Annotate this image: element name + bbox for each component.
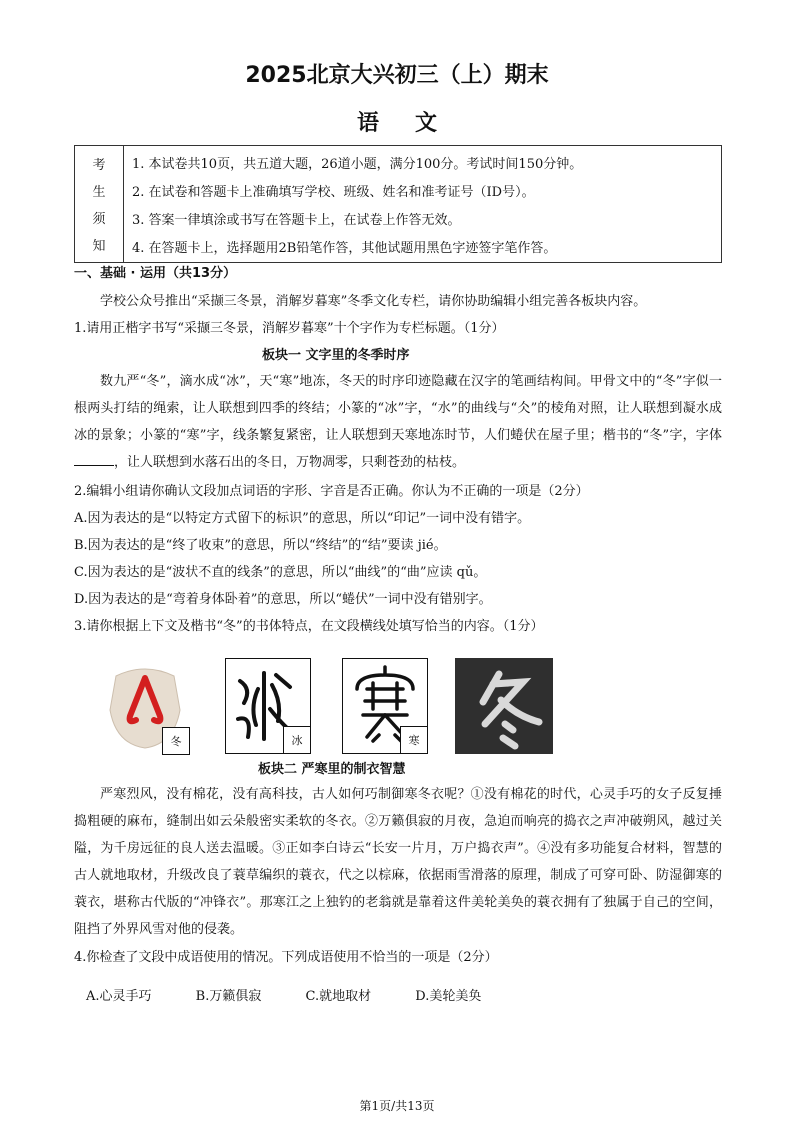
image-tag: 寒: [400, 726, 428, 754]
notice-label-char: 考: [92, 158, 106, 173]
answer-blank[interactable]: [74, 453, 114, 466]
exam-title: 2025北京大兴初三（上）期末: [245, 63, 549, 88]
q2-option-a: A.因为表达的是“以特定方式留下的标识”的意思，所以“印记”一词中没有错字。: [74, 511, 531, 526]
q4-option-c: C.就地取材: [305, 989, 372, 1004]
notice-items: [124, 146, 721, 262]
block1-paragraph: [74, 368, 722, 476]
q2-option-c: C.因为表达的是“波状不直的线条”的意思，所以“曲线”的“曲”应读 qǔ。: [74, 565, 487, 580]
regular-dong-rubbing-image: [455, 658, 553, 754]
image-tag: 冰: [283, 726, 311, 754]
oracle-bone-dong-image: [102, 658, 188, 754]
regular-dong-rubbing-icon: [455, 658, 553, 754]
notice-item: 1. 本试卷共10页，共五道大题，26道小题，满分100分。考试时间150分钟。: [132, 156, 583, 172]
block1-text: 数九严“冬”，滴水成“冰”，天“寒”地冻，冬天的时序印迹隐藏在汉字的笔画结构间。甲骨文中的“冬”字似一根两头打结的绳索，让人联想到四季的终结；小篆的“冰”字，“水”的曲线与“仌”的棱角对照，让人联想到凝水成冰的景象；小篆的“寒”字，线条繁复紧密，让人联想到天寒地冻时节，人们蜷伏在屋子里；楷书的“冬”字，字体: [74, 374, 722, 443]
question-2: 2.编辑小组请你确认文段加点词语的字形、字音是否正确。你认为不正确的一项是（2分）: [74, 484, 589, 499]
question-4: 4.你检查了文段中成语使用的情况。下列成语使用不恰当的一项是（2分）: [74, 950, 498, 965]
question-3: 3.请你根据上下文及楷书“冬”的书体特点，在文段横线处填写恰当的内容。（1分）: [74, 619, 544, 634]
notice-label: [75, 146, 124, 262]
notice-label-char: 知: [92, 239, 106, 254]
section-intro: 学校公众号推出“采撷三冬景，消解岁暮寒”冬季文化专栏，请你协助编辑小组完善各板块内容。: [100, 294, 647, 309]
notice-label-char: 生: [92, 185, 106, 200]
notice-label-char: 须: [92, 212, 106, 227]
subject-title: 语文: [356, 111, 473, 136]
exam-notice-box: [74, 145, 722, 263]
section-heading: 一、基础 · 运用（共13分）: [74, 266, 237, 281]
q2-option-d: D.因为表达的是“弯着身体卧着”的意思，所以“蜷伏”一词中没有错别字。: [74, 592, 492, 607]
seal-bing-image: [225, 658, 311, 754]
block1-text-end: ，让人联想到水落石出的冬日，万物凋零，只剩苍劲的枯枝。: [114, 455, 466, 470]
block2-paragraph: 严寒烈风，没有棉花，没有高科技，古人如何巧制御寒冬衣呢？①没有棉花的时代，心灵手巧的女子反复捶捣粗硬的麻布，缝制出如云朵般密实柔软的冬衣。②万籁俱寂的月夜，急迫而响亮的捣衣之声冲破朔风，越过关隘，为千房远征的良人送去温暖。③正如李白诗云“长安一片月，万户捣衣声”。④没有多功能复合材料，智慧的古人就地取材，升级改良了蓑草编织的蓑衣，代之以棕麻，依据雨雪滑落的原理，制成了可穿可卧、防湿御寒的蓑衣，堪称古代版的“冲锋衣”。那寒江之上独钓的老翁就是靠着这件美轮美奂的蓑衣拥有了独属于自己的空间，阻挡了外界风雪对他的侵袭。: [74, 787, 722, 937]
notice-item: 2. 在试卷和答题卡上准确填写学校、班级、姓名和准考证号（ID号）。: [132, 184, 535, 200]
block2-title: 板块二 严寒里的制衣智慧: [258, 762, 406, 777]
block1-title: 板块一 文字里的冬季时序: [262, 348, 410, 363]
q4-option-b: B.万籁俱寂: [195, 989, 262, 1004]
notice-item: 3. 答案一律填涂或书写在答题卡上，在试卷上作答无效。: [132, 212, 461, 228]
q4-options: [86, 985, 521, 1004]
page-footer: 第1页/共13页: [359, 1099, 435, 1113]
image-tag: 冬: [162, 727, 190, 755]
seal-han-image: [342, 658, 428, 754]
q2-option-b: B.因为表达的是“终了收束”的意思，所以“终结”的“结”要读 jié。: [74, 538, 447, 553]
q4-option-a: A.心灵手巧: [86, 989, 152, 1004]
notice-item: 4. 在答题卡上，选择题用2B铅笔作答，其他试题用黑色字迹签字笔作答。: [132, 240, 557, 256]
q4-option-d: D.美轮美奂: [415, 989, 482, 1004]
question-1: 1.请用正楷字书写“采撷三冬景，消解岁暮寒”十个字作为专栏标题。（1分）: [74, 321, 505, 336]
